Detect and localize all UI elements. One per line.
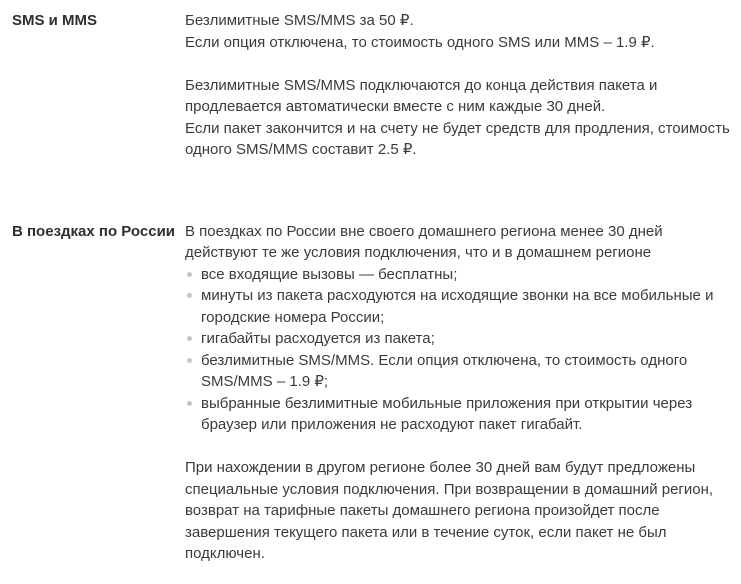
conditions-list (185, 264, 733, 436)
bullet-icon (187, 272, 192, 277)
text-line: В поездках по России вне своего домашнего региона менее 30 дней действуют те же условия подключения, что и в домашнем регионе (185, 222, 663, 261)
section-content-sms-mms (185, 10, 733, 161)
text-line: Если опция отключена, то стоимость одного SMS или MMS – 1.9 ₽. (185, 33, 655, 51)
section-label-sms-mms: SMS и MMS (12, 12, 98, 29)
list-item (185, 328, 733, 350)
text-line: Безлимитные SMS/MMS подключаются до конца действия пакета и продлевается автоматически вместе с ним каждые 30 дней. (185, 76, 658, 115)
paragraph-sms-price (185, 10, 733, 53)
list-item-text: безлимитные SMS/MMS. Если опция отключена, то стоимость одного SMS/MMS – 1.9 ₽; (201, 351, 688, 390)
bullet-icon (187, 401, 192, 406)
section-label-russia-travel: В поездках по России (12, 222, 176, 240)
list-item (185, 393, 733, 436)
paragraph-sms-renewal (185, 75, 733, 161)
list-item (185, 350, 733, 393)
bullet-icon (187, 336, 192, 341)
section-russia-travel (12, 221, 741, 565)
text-line: Если пакет закончится и на счету не будет средств для продления, стоимость одного SMS/MMS составит 2.5 ₽. (185, 119, 730, 158)
list-item-text: минуты из пакета расходуются на исходящие звонки на все мобильные и городские номера России; (201, 287, 714, 326)
list-item-text: гигабайты расходуется из пакета; (201, 330, 435, 347)
list-item-text: выбранные безлимитные мобильные приложения при открытии через браузер или приложения не расходуют пакет гигабайт. (201, 394, 693, 433)
section-content-russia-travel (185, 221, 733, 565)
text-line: При нахождении в другом регионе более 30 дней вам будут предложены специальные условия подключения. При возвращении в домашний регион, возврат на тарифные пакеты домашнего региона произойдет после завершения текущего пакета или в течение суток, если пакет не был подключен. (185, 459, 714, 562)
bullet-icon (187, 293, 192, 298)
paragraph-travel-intro (185, 221, 733, 264)
section-sms-mms (12, 10, 741, 161)
list-item (185, 285, 733, 328)
paragraph-travel-outro (185, 457, 733, 565)
list-item (185, 264, 733, 286)
list-item-text: все входящие вызовы — бесплатны; (201, 265, 458, 283)
bullet-icon (187, 358, 192, 363)
text-line: Безлимитные SMS/MMS за 50 ₽. (185, 12, 414, 29)
